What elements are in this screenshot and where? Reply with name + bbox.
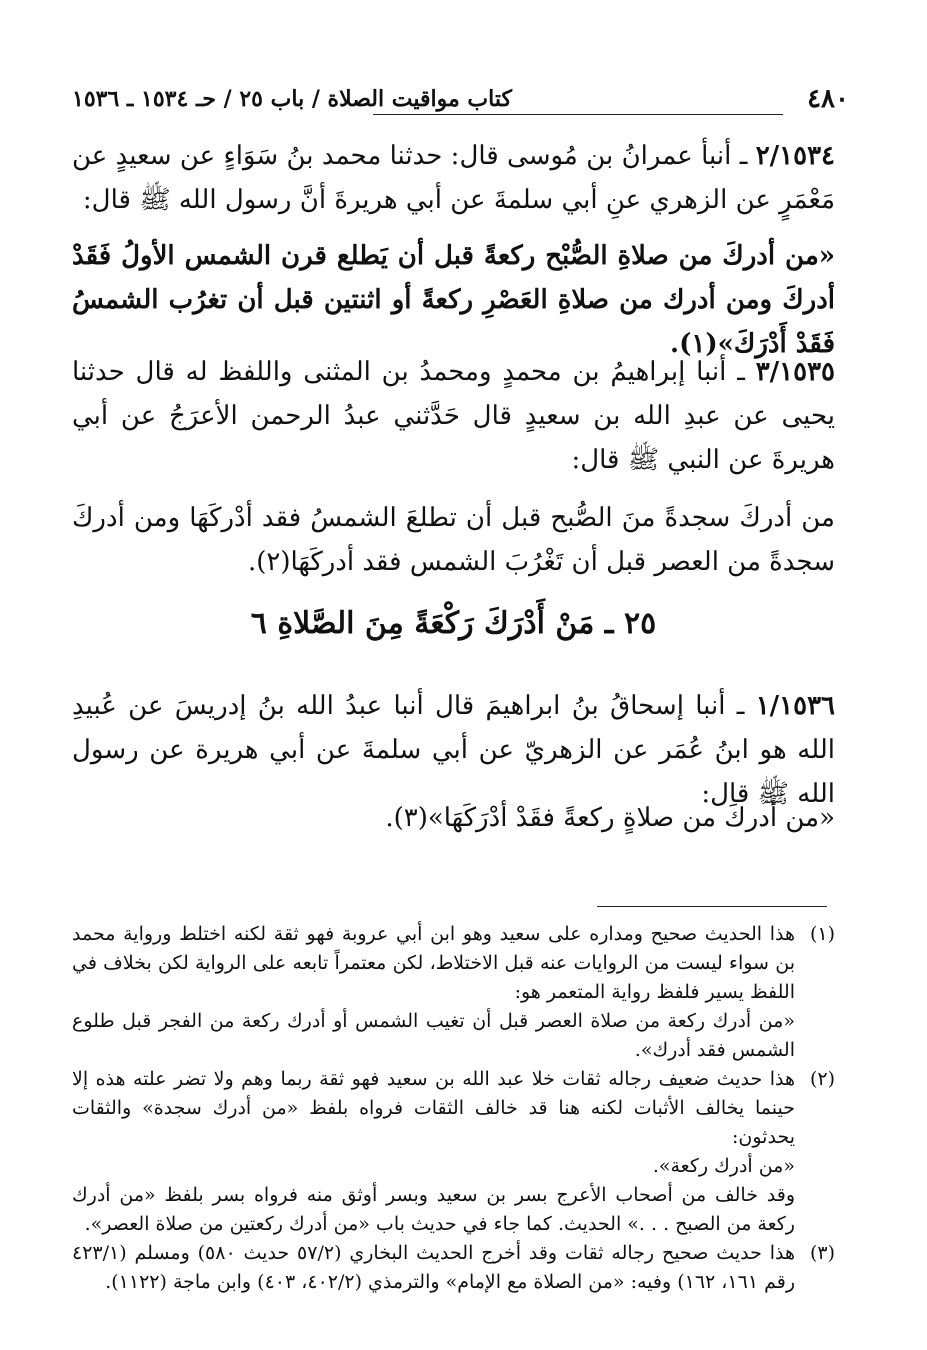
footnote-text: وقد خالف من أصحاب الأعرج بسر بن سعيد وبسر أوثق منه فرواه بسر بلفظ «من أدرك ركعة من الصبح . . .» الحديث. كما جاء في حديث باب «من أدرك ركعتين من صلاة العصر». <box>72 1184 795 1235</box>
hadith-1536-matn: «من أدركَ من صلاةٍ ركعةً فقَدْ أدْرَكَهَا»(٣). <box>385 803 835 833</box>
hadith-isnad-text: ـ أنبأ عمرانُ بن مُوسى قال: حدثنا محمد بنُ سَوَاءٍ عن سعيدٍ عن مَعْمَرٍ عن الزهري عنِ أبي سلمةَ عن أبي هريرةَ أنَّ رسول الله ﷺ قال: <box>72 141 835 215</box>
footnote-2 <box>72 1065 835 1239</box>
running-title: كتاب مواقيت الصلاة / باب ٢٥ / حـ ١٥٣٤ ـ ١٥٣٦ <box>72 86 512 112</box>
page-header <box>72 84 849 124</box>
hadith-1535-isnad <box>72 350 835 482</box>
footnote-number: (٣) <box>809 1242 835 1264</box>
footnote-text: هذا حديث ضعيف رجاله ثقات خلا عبد الله بن سعيد فهو ثقة ربما وهم ولا تضر علته هذه إلا حينما يخالف الأثبات لكنه هنا قد خالف الثقات فرواه بلفظ «من أدرك سجدة» والثقات يحدثون: <box>72 1068 795 1148</box>
footnote-text: هذا حديث صحيح رجاله ثقات وقد أخرج الحديث البخاري (٥٧/٢ حديث ٥٨٠) ومسلم (٤٢٣/١ رقم ١٦١، ١٦٢) وفيه: «من الصلاة مع الإمام» والترمذي (٤٠٢/٢، ٤٠٣) وابن ماجة (١١٢٢). <box>72 1242 795 1293</box>
chapter-heading: ٢٥ ـ مَنْ أَدْرَكَ رَكْعَةً مِنَ الصَّلاةِ ٦ <box>250 606 657 641</box>
header-rule <box>373 114 783 115</box>
hadith-1534-isnad <box>72 134 835 222</box>
footnote-text: «من أدرك ركعة». <box>652 1155 795 1177</box>
footnote-3 <box>72 1239 835 1297</box>
footnote-1 <box>72 920 835 1065</box>
footnote-separator <box>597 906 827 907</box>
hadith-number: ٣/١٥٣٥ <box>755 357 836 387</box>
hadith-1535-matn: من أدركَ سجدةً منَ الصُّبح قبل أن تطلعَ الشمسُ فقد أدْركَهَا ومن أدركَ سجدةً من العصر قبل أن تَغْرُبَ الشمس فقد أدركَهَا(٢). <box>72 503 835 577</box>
hadith-isnad-text: ـ أنبا إبراهيمُ بن محمدٍ ومحمدُ بن المثنى واللفظ له قال حدثنا يحيى عن عبدِ الله بن سعيدٍ قال حَدَّثني عبدُ الرحمن الأعرَجُ عن أبي هريرةَ عن النبي ﷺ قال: <box>72 357 835 475</box>
hadith-1534-matn: «من أدركَ من صلاةِ الصُّبْح ركعةً قبل أن يَطلع قرن الشمس الأولُ فَقَدْ أدركَ ومن أدرك من صلاةِ العَصْرِ ركعةً أو اثنتين قبل أن تغرُب الشمسُ فَقَدْ أَدْرَكَ»(١). <box>72 241 835 359</box>
footnote-number: (٢) <box>809 1068 835 1090</box>
hadith-number: ١/١٥٣٦ <box>755 691 836 721</box>
footnote-text: «من أدرك ركعة من صلاة العصر قبل أن تغيب الشمس أو أدرك ركعة من الفجر قبل طلوع الشمس فقد أدرك». <box>72 1010 795 1061</box>
hadith-number: ٢/١٥٣٤ <box>755 141 836 171</box>
footnotes <box>72 920 835 1297</box>
footnote-text: هذا الحديث صحيح ومداره على سعيد وهو ابن أبي عروبة فهو ثقة لكنه اختلط ورواية محمد بن سواء ليست من الروايات عنه قبل الاختلاط، لكن معتمراً تابعه على الرواية لكن بخلاف في اللفظ يسير فلفظ رواية المتعمر هو: <box>72 923 795 1003</box>
footnote-number: (١) <box>809 923 835 945</box>
hadith-isnad-text: ـ أنبا إسحاقُ بنُ ابراهيمَ قال أنبا عبدُ الله بنُ إدريسَ عن عُبيدِ الله هو ابنُ عُمَر عن الزهريّ عن أبي سلمةَ عن أبي هريرة عن رسول الله ﷺ قال: <box>72 691 835 809</box>
page-number: ٤٨٠ <box>807 84 849 114</box>
